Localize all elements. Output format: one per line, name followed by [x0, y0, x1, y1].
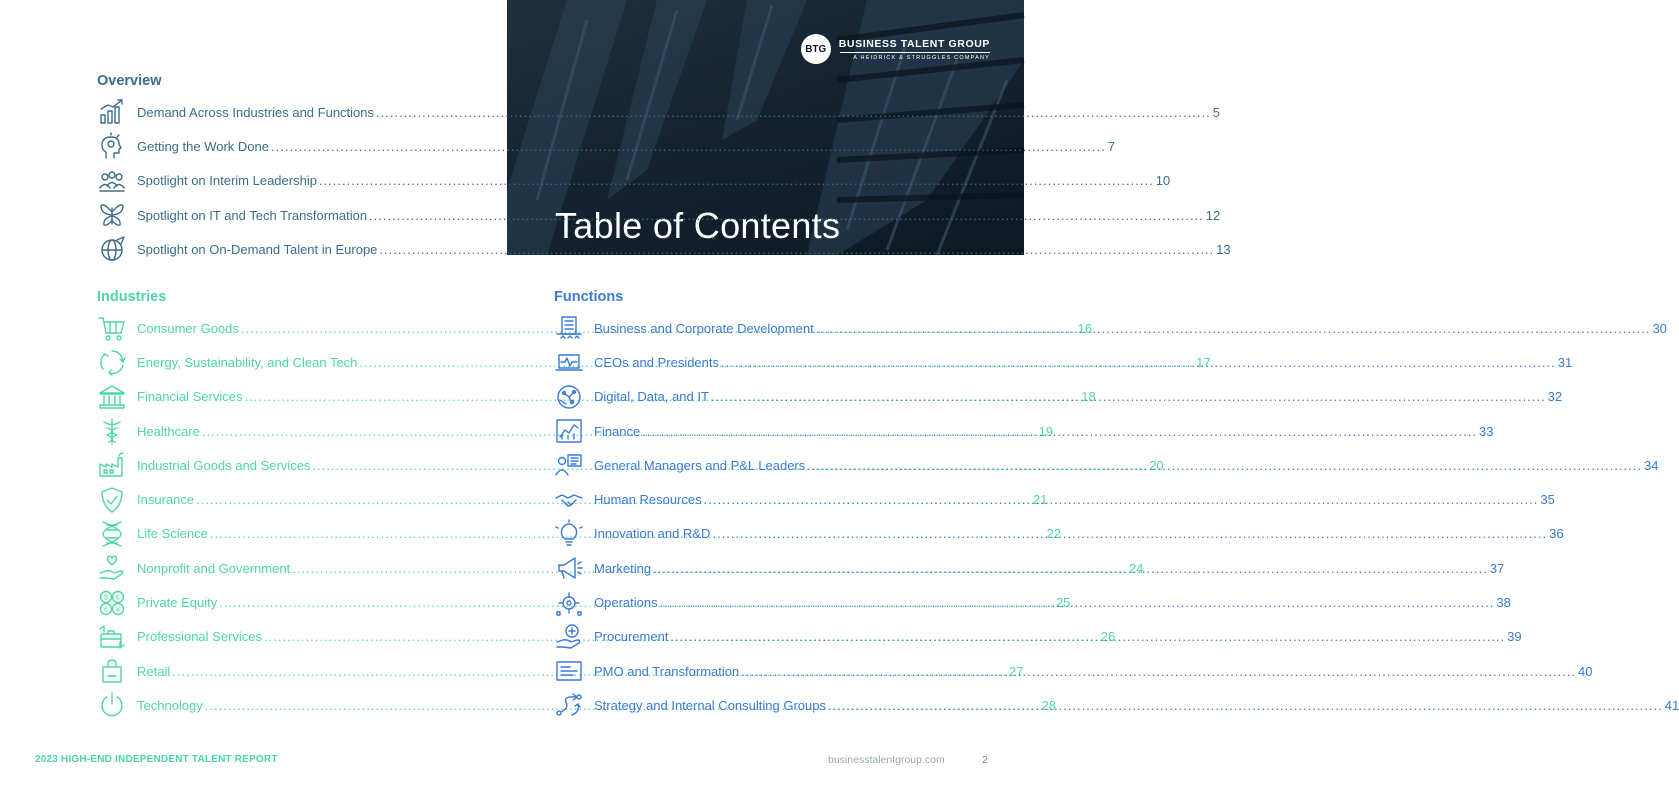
strategy-arrows-icon: [554, 690, 584, 720]
recycle-icon: [97, 347, 127, 377]
toc-entry-page: 17: [1196, 354, 1211, 370]
toc-entry-page: 33: [1479, 423, 1494, 439]
functions-heading: Functions: [554, 289, 624, 305]
gear-chart-icon: [554, 588, 584, 618]
dot-leader: [816, 321, 1651, 336]
shield-check-icon: [97, 485, 127, 515]
logo-badge: BTG: [801, 34, 831, 64]
logo-name: BUSINESS TALENT GROUP: [838, 37, 990, 50]
toc-entry-text: [137, 139, 1115, 154]
dot-leader: [828, 698, 1663, 713]
currency-coins-icon: [97, 588, 127, 618]
dot-leader: [704, 492, 1539, 507]
toc-entry-page: 30: [1652, 320, 1667, 336]
toc-entry-label: Spotlight on IT and Tech Transformation: [137, 207, 368, 223]
toc-entry-label: Retail: [137, 663, 171, 679]
toc-entry-page: 40: [1577, 663, 1593, 679]
logo-divider: [840, 52, 990, 53]
svg-text:$: $: [104, 594, 108, 602]
toc-entry-text: [137, 242, 1231, 257]
toc-entry-label: Strategy and Internal Consulting Groups: [594, 697, 826, 713]
toc-entry-label: Getting the Work Done: [137, 138, 269, 154]
power-icon: [97, 690, 127, 720]
toc-entry-label: Spotlight on On-Demand Talent in Europe: [137, 241, 378, 257]
toc-entry-text: [594, 595, 1511, 610]
butterfly-icon: [97, 200, 127, 230]
toc-entry-text: [594, 561, 1504, 576]
globe-plane-icon: [97, 234, 127, 264]
toc-entry-label: Spotlight on Interim Leadership: [137, 173, 317, 189]
dot-leader: [271, 139, 1106, 154]
toc-entry-label: Innovation and R&D: [594, 526, 711, 542]
lightbulb-icon: [554, 519, 584, 549]
toc-entry-label: Healthcare: [137, 423, 200, 439]
toc-entry-page: 38: [1496, 595, 1511, 611]
page-title: Table of Contents: [555, 205, 841, 246]
toc-entry-page: 39: [1507, 629, 1522, 645]
page-number: 2: [982, 754, 988, 766]
dot-leader: [660, 595, 1495, 610]
dot-leader: [642, 424, 1477, 439]
overview-entry[interactable]: [97, 164, 1171, 198]
toc-entry-page: 21: [1032, 492, 1048, 508]
shopping-cart-icon: [97, 313, 127, 343]
toc-entry-label: Marketing: [594, 560, 652, 576]
bank-icon: [97, 382, 127, 412]
toc-entry-page: 34: [1644, 457, 1659, 473]
toc-entry-label: Life Science: [137, 526, 208, 542]
toc-entry-page: 18: [1081, 389, 1096, 405]
toc-entry-page: 27: [1009, 663, 1024, 679]
toc-entry-page: 36: [1549, 526, 1564, 542]
toc-entry-label: PMO and Transformation: [594, 663, 740, 679]
line-chart-icon: [554, 416, 584, 446]
svg-text:£: £: [104, 606, 108, 614]
dot-leader: [670, 629, 1505, 644]
toc-entry-page: 28: [1041, 697, 1056, 713]
svg-text:¥: ¥: [116, 606, 120, 614]
toc-entry-label: Demand Across Industries and Functions: [137, 104, 375, 120]
toc-entry-label: CEOs and Presidents: [594, 354, 720, 370]
toc-entry-label: Operations: [594, 595, 658, 611]
toc-entry-label: Finance: [594, 423, 641, 439]
toc-entry-page: 26: [1100, 629, 1116, 645]
toc-entry-label: Financial Services: [137, 389, 243, 405]
dot-leader: [807, 458, 1642, 473]
toc-entry-text: [594, 629, 1522, 644]
toc-entry-page: 22: [1046, 526, 1062, 542]
toc-entry-text: [137, 173, 1170, 188]
report-title: 2023 HIGH-END INDEPENDENT TALENT REPORT: [35, 754, 278, 765]
toc-entry-text: [594, 698, 1679, 713]
overview-entry[interactable]: [97, 232, 1231, 266]
toc-entry-page: 41: [1664, 697, 1679, 713]
toc-entry-page: 13: [1216, 241, 1231, 257]
dot-leader: [369, 208, 1204, 223]
dot-leader: [376, 105, 1211, 120]
overview-heading: Overview: [97, 73, 162, 89]
toc-entry-text: [594, 492, 1555, 507]
toc-entry-page: 7: [1107, 138, 1115, 154]
industries-heading: Industries: [97, 289, 167, 305]
toc-entry-page: 32: [1547, 389, 1563, 405]
toc-entry-label: Business and Corporate Development: [594, 320, 814, 336]
toc-entry-label: Insurance: [137, 492, 195, 508]
toc-entry-label: Consumer Goods: [137, 320, 239, 336]
document-lines-icon: [554, 656, 584, 686]
toc-entry-page: 20: [1149, 457, 1164, 473]
toc-entry-text: [594, 389, 1562, 404]
toc-entry-page: 12: [1205, 207, 1221, 223]
toc-entry-label: Digital, Data, and IT: [594, 389, 709, 405]
dot-leader: [741, 664, 1576, 679]
toc-entry-text: [594, 424, 1493, 439]
toc-entry-page: 25: [1055, 595, 1071, 611]
toc-entry-label: Human Resources: [594, 492, 702, 508]
hand-heart-icon: [97, 553, 127, 583]
btg-logo: [801, 34, 990, 64]
dot-leader: [319, 173, 1154, 188]
toc-entry-label: Nonprofit and Government: [137, 560, 291, 576]
toc-entry-page: 37: [1489, 560, 1505, 576]
toc-entry-label: Private Equity: [137, 595, 218, 611]
dna-icon: [97, 519, 127, 549]
toc-entry-label: Energy, Sustainability, and Clean Tech: [137, 354, 358, 370]
circuit-globe-icon: [554, 382, 584, 412]
toc-entry-text: [594, 664, 1592, 679]
toc-entry-page: 19: [1038, 423, 1054, 439]
shopping-bag-icon: [97, 656, 127, 686]
toc-entry-page: 31: [1557, 354, 1573, 370]
toc-entry-label: Procurement: [594, 629, 669, 645]
toc-entry-page: 5: [1212, 104, 1220, 120]
toc-entry-page: 10: [1155, 173, 1171, 189]
laptop-pulse-icon: [554, 347, 584, 377]
head-gears-icon: [97, 131, 127, 161]
dot-leader: [721, 355, 1556, 370]
bar-chart-growth-icon: [97, 97, 127, 127]
toc-entry-text: [594, 526, 1564, 541]
handshake-icon: [554, 485, 584, 515]
toc-entry-text: [137, 105, 1220, 120]
dot-leader: [712, 526, 1547, 541]
toc-entry-text: [594, 321, 1667, 336]
toc-entry-label: Industrial Goods and Services: [137, 457, 311, 473]
toc-entry-label: General Managers and P&L Leaders: [594, 457, 806, 473]
toc-entry-label: Professional Services: [137, 629, 262, 645]
factory-icon: [97, 450, 127, 480]
toc-entry-text: [594, 355, 1572, 370]
dot-leader: [711, 389, 1546, 404]
team-stars-icon: [97, 166, 127, 196]
toc-entry-page: 24: [1128, 560, 1144, 576]
briefcase-arrows-icon: [97, 622, 127, 652]
logo-tagline: A HEIDRICK & STRUGGLES COMPANY: [853, 54, 990, 61]
toc-entry-text: [137, 208, 1220, 223]
caduceus-icon: [97, 416, 127, 446]
toc-entry-page: 16: [1077, 320, 1093, 336]
website-link[interactable]: businesstalentgroup.com: [828, 754, 945, 766]
toc-entry-text: [594, 458, 1658, 473]
logo-wordmark: [839, 38, 990, 61]
overview-entry[interactable]: [97, 129, 1115, 163]
toc-entry-page: 35: [1540, 492, 1555, 508]
person-board-icon: [554, 450, 584, 480]
dot-leader: [379, 242, 1214, 257]
toc-entry-label: Technology: [137, 697, 203, 713]
hand-plus-icon: [554, 622, 584, 652]
overview-entry[interactable]: [97, 95, 1220, 129]
building-stars-icon: [554, 313, 584, 343]
dot-leader: [653, 561, 1488, 576]
megaphone-icon: [554, 553, 584, 583]
svg-text:€: €: [116, 594, 120, 602]
